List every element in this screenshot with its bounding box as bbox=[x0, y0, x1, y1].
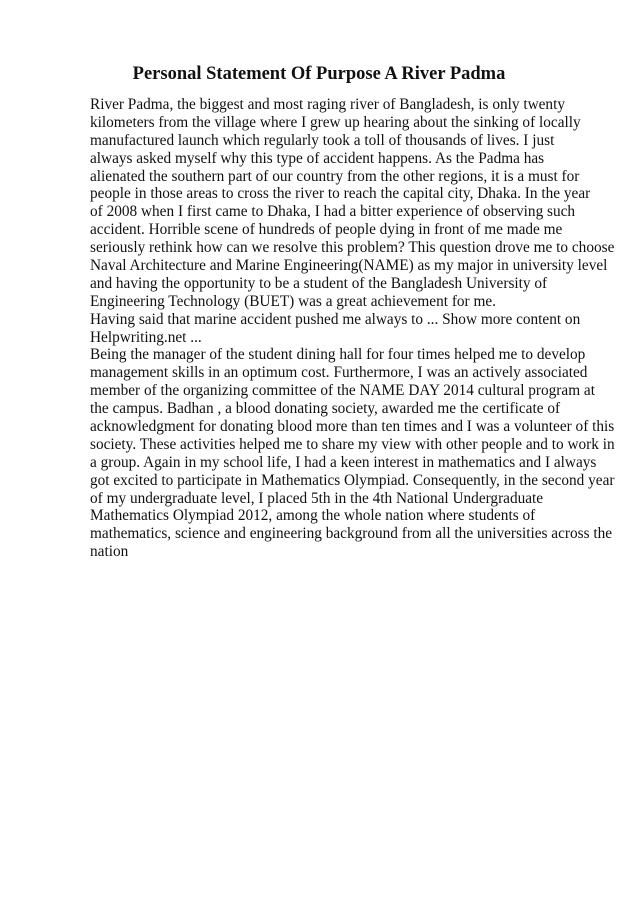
body-line: manufactured launch which regularly took a toll of thousands of lives. I just bbox=[90, 131, 555, 149]
show-more-line: Having said that marine accident pushed me always to ... Show more content on bbox=[90, 310, 581, 328]
body-line: kilometers from the village where I grew up hearing about the sinking of locally bbox=[90, 113, 581, 131]
body-line: people in those areas to cross the river to reach the capital city, Dhaka. In the year bbox=[90, 185, 591, 203]
body-line: management skills in an optimum cost. Furthermore, I was an actively associated bbox=[90, 364, 588, 382]
body-line: Mathematics Olympiad 2012, among the whole nation where students of bbox=[90, 507, 536, 525]
body-line: got excited to participate in Mathematics Olympiad. Consequently, in the second year bbox=[90, 471, 615, 489]
source-line: Helpwriting.net ... bbox=[90, 328, 202, 346]
body-line: mathematics, science and engineering background from all the universities across the bbox=[90, 525, 613, 543]
body-line: of 2008 when I first came to Dhaka, I had a bitter experience of observing such bbox=[90, 203, 576, 221]
body-line: nation bbox=[90, 543, 129, 561]
body-line: Engineering Technology (BUET) was a great achievement for me. bbox=[90, 292, 496, 310]
document-body bbox=[90, 96, 615, 561]
body-line: member of the organizing committee of the NAME DAY 2014 cultural program at bbox=[90, 382, 595, 400]
body-line: Being the manager of the student dining hall for four times helped me to develop bbox=[90, 346, 586, 364]
body-line: a group. Again in my school life, I had a keen interest in mathematics and I always bbox=[90, 453, 597, 471]
body-line: alienated the southern part of our country from the other regions, it is a must for bbox=[90, 167, 580, 185]
body-line: Naval Architecture and Marine Engineering(NAME) as my major in university level bbox=[90, 257, 608, 275]
body-line: accident. Horrible scene of hundreds of people dying in front of me made me bbox=[90, 221, 563, 239]
body-line: the campus. Badhan , a blood donating society, awarded me the certificate of bbox=[90, 400, 561, 418]
body-line: society. These activities helped me to share my view with other people and to work in bbox=[90, 435, 615, 453]
body-line: River Padma, the biggest and most raging river of Bangladesh, is only twenty bbox=[90, 96, 565, 113]
body-line: always asked myself why this type of accident happens. As the Padma has bbox=[90, 149, 545, 167]
body-line: of my undergraduate level, I placed 5th in the 4th National Undergraduate bbox=[90, 489, 544, 507]
document-title: Personal Statement Of Purpose A River Padma bbox=[132, 64, 506, 84]
body-line: acknowledgment for donating blood more than ten times and I was a volunteer of this bbox=[90, 418, 615, 436]
body-line: and having the opportunity to be a student of the Bangladesh University of bbox=[90, 274, 548, 292]
body-line: seriously rethink how can we resolve this problem? This question drove me to choose bbox=[90, 239, 615, 257]
